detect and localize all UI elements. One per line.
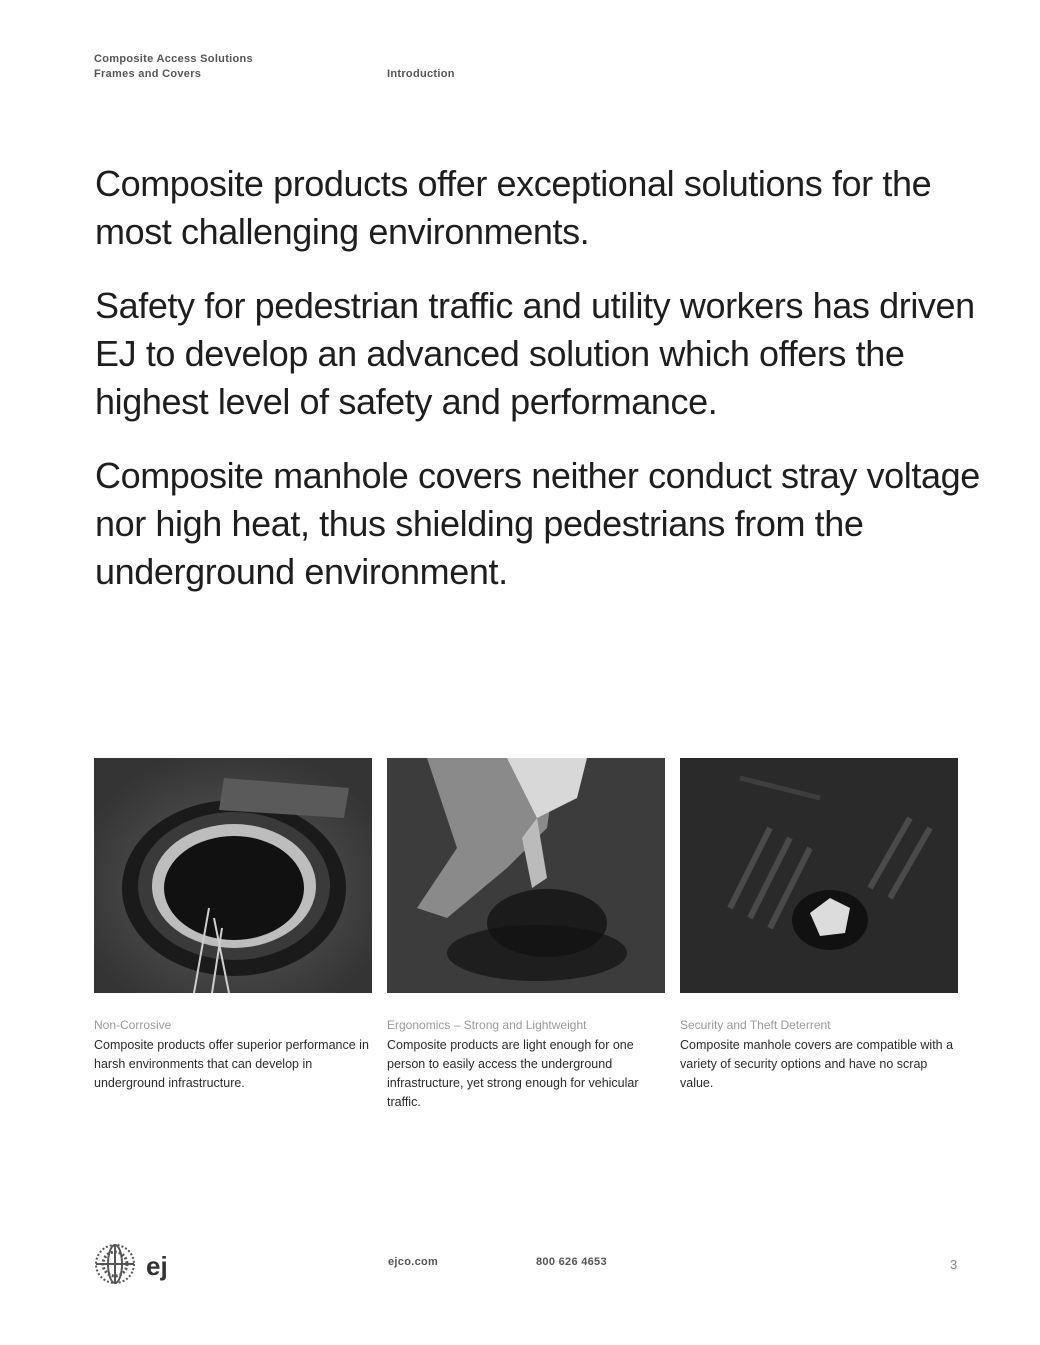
intro-paragraph-3: Composite manhole covers neither conduct stray voltage nor high heat, thus shielding pedestrians from the underground environment.: [95, 455, 980, 592]
header-brand: [94, 52, 253, 82]
intro-paragraph-1: Composite products offer exceptional solutions for the most challenging environments.: [95, 163, 932, 252]
intro-text: [95, 160, 995, 622]
secured-cover-photo: [680, 758, 958, 993]
intro-paragraph-2: Safety for pedestrian traffic and utility workers has driven EJ to develop an advanced solution which offers the highest level of safety and performance.: [95, 285, 975, 422]
page-number: 3: [950, 1257, 958, 1272]
feature-title: Security and Theft Deterrent: [680, 1018, 831, 1032]
website-link[interactable]: ejco.com: [388, 1256, 439, 1268]
feature-ergonomics: [387, 758, 667, 1112]
feature-non-corrosive: [94, 758, 374, 1093]
manhole-frame-photo: [94, 758, 372, 993]
globe-icon: [94, 1243, 136, 1290]
brand-title: Composite Access Solutions: [94, 53, 253, 65]
feature-title: Ergonomics – Strong and Lightweight: [387, 1018, 587, 1032]
feature-title: Non-Corrosive: [94, 1018, 172, 1032]
brand-subtitle: Frames and Covers: [94, 68, 202, 80]
feature-description: Composite products are light enough for one person to easily access the underground infrastructure, yet strong enough for vehicular traffic.: [387, 1038, 639, 1109]
logo-wordmark: ej: [146, 1251, 168, 1281]
feature-security: [680, 758, 960, 1093]
phone-number: 800 626 4653: [536, 1256, 607, 1268]
ej-logo: [94, 1243, 168, 1290]
feature-description: Composite manhole covers are compatible with a variety of security options and have no scrap value.: [680, 1038, 954, 1090]
feature-description: Composite products offer superior performance in harsh environments that can develop in underground infrastructure.: [94, 1038, 369, 1090]
section-title: Introduction: [387, 68, 455, 80]
worker-lifting-cover-photo: [387, 758, 665, 993]
